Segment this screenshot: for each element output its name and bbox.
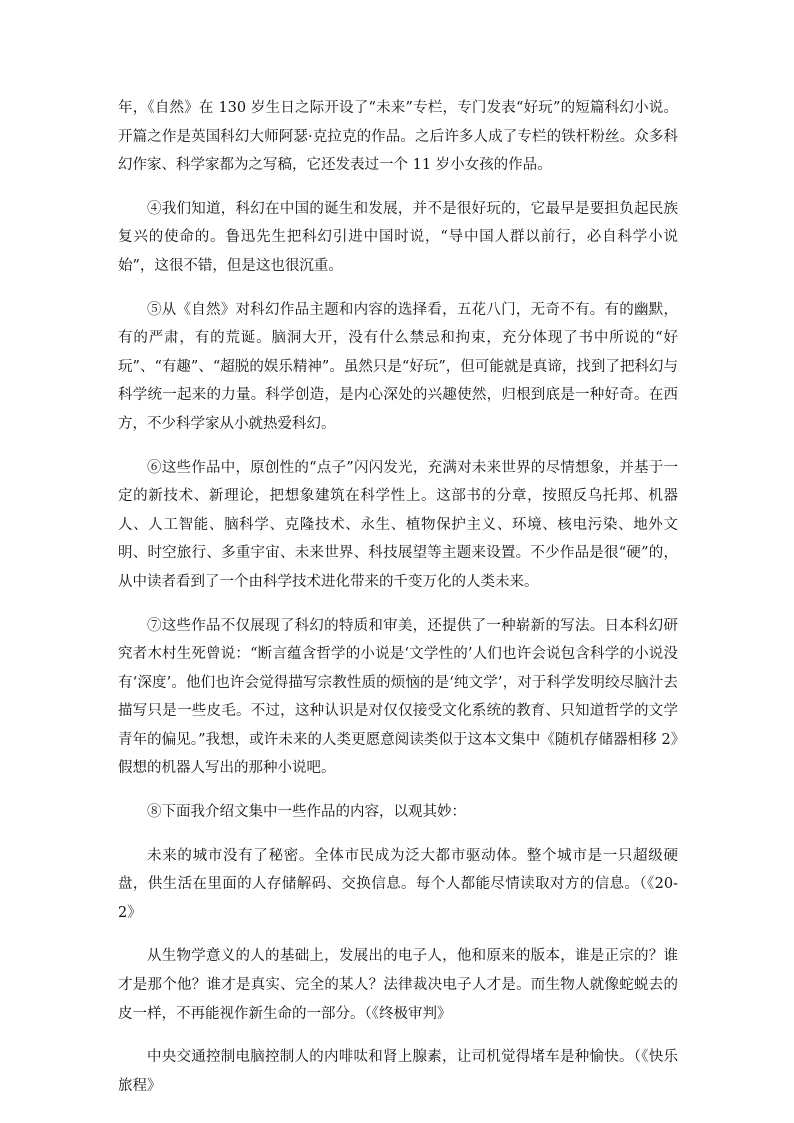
- excerpt-happy-journey: 中央交通控制电脑控制人的内啡呔和肾上腺素，让司机觉得堵车是种愉快。（《快乐旅程》: [118, 1049, 678, 1094]
- paragraph-8: ⑧下面我介绍文集中一些作品的内容，以观其妙：: [147, 804, 466, 821]
- paragraph-7: ⑦这些作品不仅展现了科幻的特质和审美，还提供了一种崭新的写法。日本科幻研究者木村生死曾说：“断言蕴含哲学的小说是‘文学性的’人们也许会说包含科学的小说没有‘深度’。他们也许会觉得描写宗教性质的烦恼的是‘纯文学’，对于科学发明绞尽脑汁去描写只是一些皮毛。不过，这种认识是对仅仅接受文化系统的教育、只知道哲学的文学青年的偏见。”我想，或许未来的人类更愿意阅读类似于这本文集中《随机存储器相移 2》假想的机器人写出的那种小说吧。: [118, 617, 678, 777]
- paragraph-4: ④我们知道，科幻在中国的诞生和发展，并不是很好玩的，它最早是要担负起民族复兴的使命的。鲁迅先生把科幻引进中国时说，“导中国人群以前行，必自科学小说始”，这很不错，但是这也很沉重。: [118, 200, 678, 274]
- excerpt-final-judgment: 从生物学意义的人的基础上，发展出的电子人，他和原来的版本，谁是正宗的？谁才是那个他？谁才是真实、完全的某人？法律裁决电子人才是。而生物人就像蛇蜕去的皮一样，不再能视作新生命的一部分。（《终极审判》: [118, 948, 678, 1022]
- paragraph-6: ⑥这些作品中，原创性的“点子”闪闪发光，充满对未来世界的尽情想象，并基于一定的新技术、新理论，把想象建筑在科学性上。这部书的分章，按照反乌托邦、机器人、人工智能、脑科学、克隆技术、永生、植物保护主义、环境、核电污染、地外文明、时空旅行、多重宇宙、未来世界、科技展望等主题来设置。不少作品是很“硬”的，从中读者看到了一个由科学技术进化带来的千变万化的人类未来。: [118, 459, 678, 590]
- paragraph-5: ⑤从《自然》对科幻作品主题和内容的选择看，五花八门，无奇不有。有的幽默，有的严肃，有的荒诞。脑洞大开，没有什么禁忌和拘束，充分体现了书中所说的“好玩”、“有趣”、“超脱的娱乐精神”。虽然只是“好玩”，但可能就是真谛，找到了把科幻与科学统一起来的力量。科学创造，是内心深处的兴趣使然，归根到底是一种好奇。在西方，不少科学家从小就热爱科幻。: [118, 301, 678, 432]
- paragraph-continued: 年，《自然》在 130 岁生日之际开设了“未来”专栏，专门发表“好玩”的短篇科幻小说。开篇之作是英国科幻大师阿瑟·克拉克的作品。之后许多人成了专栏的铁杆粉丝。众多科幻作家、科学家都为之写稿，它还发表过一个 11 岁小女孩的作品。: [118, 100, 678, 174]
- document-page: [118, 94, 678, 1115]
- excerpt-20-2: 未来的城市没有了秘密。全体市民成为泛大都市驱动体。整个城市是一只超级硬盘，供生活在里面的人存储解码、交换信息。每个人都能尽情读取对方的信息。（《20-2》: [118, 847, 678, 921]
